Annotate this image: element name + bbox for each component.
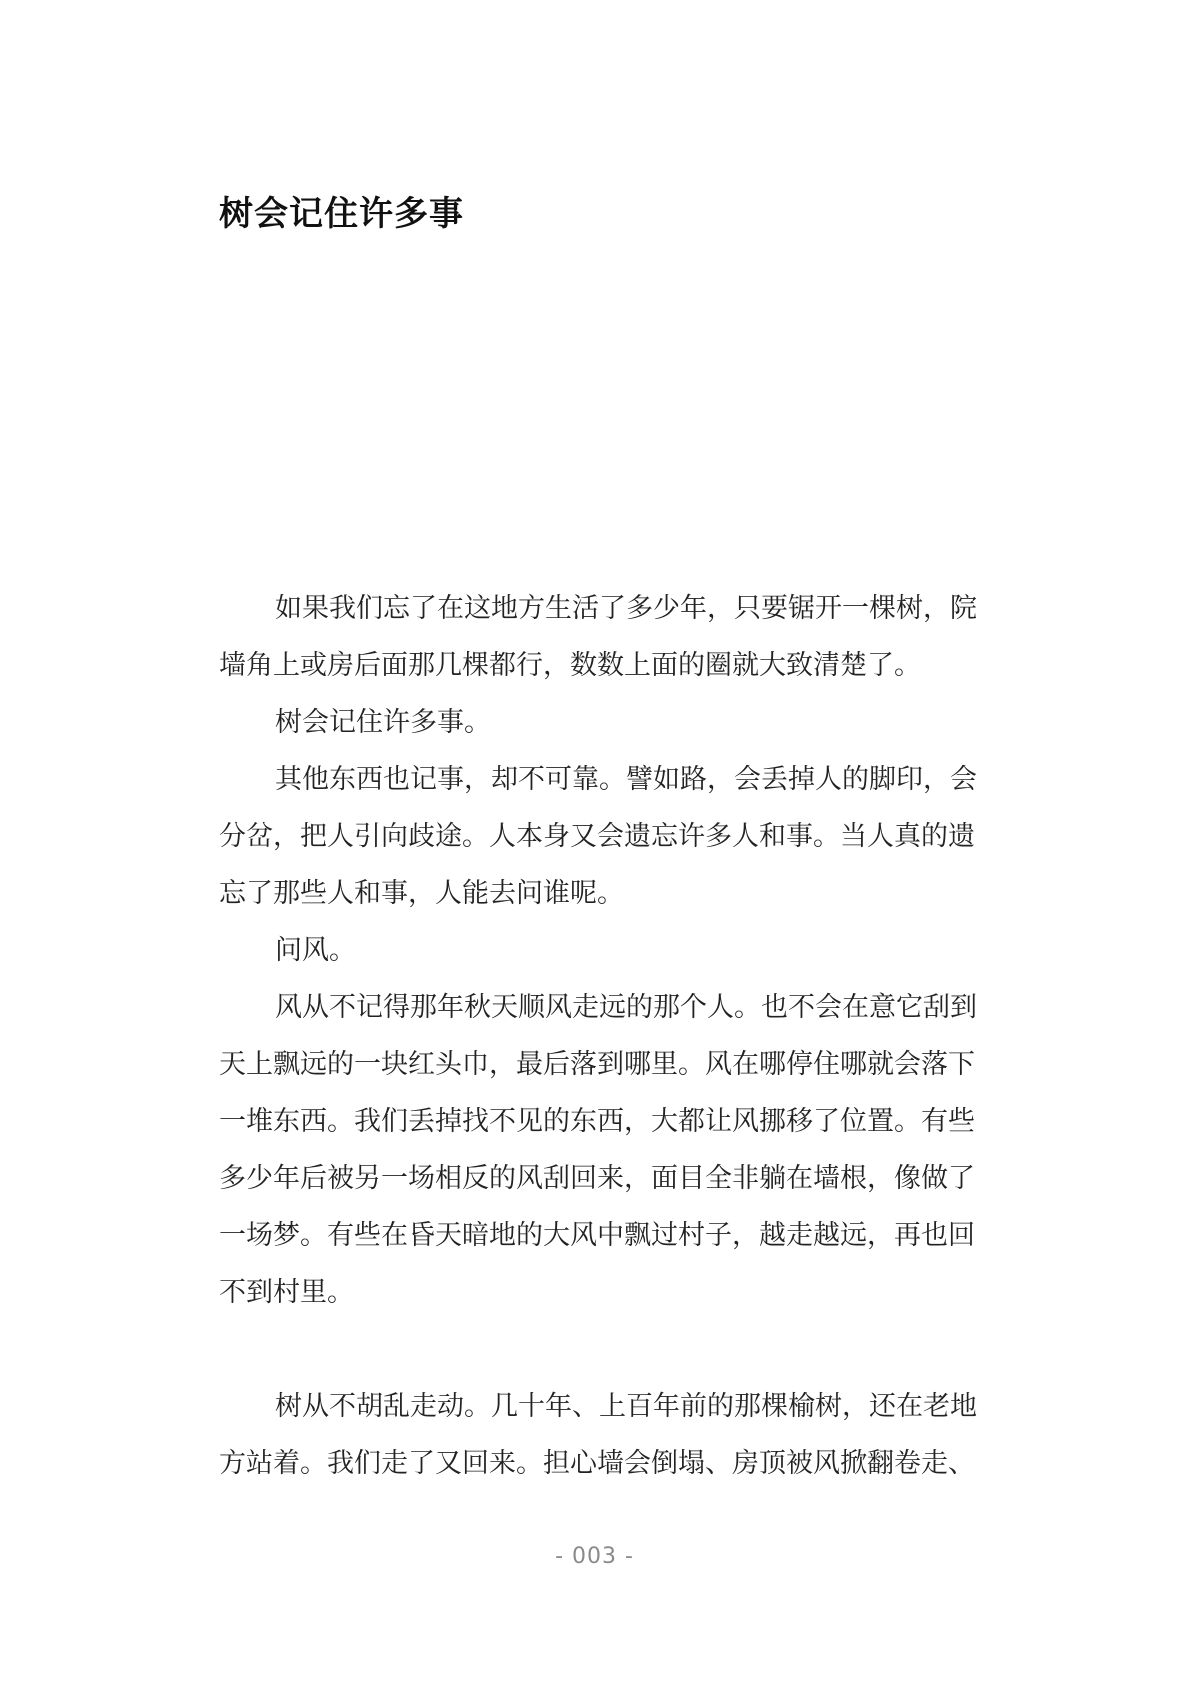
paragraph-6: 树从不胡乱走动。几十年、上百年前的那棵榆树，还在老地方站着。我们走了又回来。担心墙会倒塌、房顶被风掀翻卷走、 — [219, 1391, 977, 1479]
paragraph-3: 其他东西也记事，却不可靠。譬如路，会丢掉人的脚印，会分岔，把人引向歧途。人本身又会遗忘许多人和事。当人真的遗忘了那些人和事，人能去问谁呢。 — [219, 764, 977, 909]
body-text — [219, 580, 999, 1492]
paragraph-1: 如果我们忘了在这地方生活了多少年，只要锯开一棵树，院墙角上或房后面那几棵都行，数数上面的圈就大致清楚了。 — [219, 593, 977, 681]
paragraph-2: 树会记住许多事。 — [275, 707, 491, 738]
chapter-title: 树会记住许多事 — [219, 194, 464, 234]
section-break — [219, 1321, 999, 1378]
paragraph-5: 风从不记得那年秋天顺风走远的那个人。也不会在意它刮到天上飘远的一块红头巾，最后落到哪里。风在哪停住哪就会落下一堆东西。我们丢掉找不见的东西，大都让风挪移了位置。有些多少年后被另一场相反的风刮回来，面目全非躺在墙根，像做了一场梦。有些在昏天暗地的大风中飘过村子，越走越远，再也回不到村里。 — [219, 992, 977, 1308]
page-number: - 003 - — [555, 1544, 634, 1569]
paragraph-4: 问风。 — [275, 935, 356, 966]
